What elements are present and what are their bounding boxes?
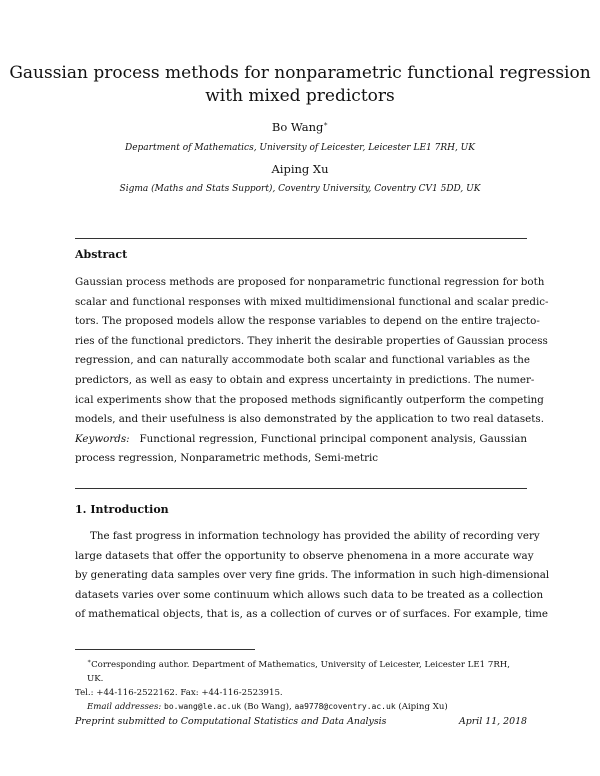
title-line-1: Gaussian process methods for nonparametric functional regression [9,63,591,83]
email-label: Email addresses: [87,701,162,712]
footnote [75,655,527,714]
paper-title [0,62,600,108]
author-1-footnote-mark: ∗ [323,120,329,129]
abstract-line: predictors, as well as easy to obtain and express uncertainty in predictions. The numer- [75,373,535,386]
email-bo-wang-name: (Bo Wang), [243,701,292,712]
intro-line: of mathematical objects, that is, as a collection of curves or of surfaces. For example, time [75,608,548,621]
keywords-label: Keywords: [75,432,130,445]
footer-journal: Preprint submitted to Computational Statistics and Data Analysis [75,716,387,727]
footnote-mark: ∗ [87,658,92,665]
keywords-line-1 [75,430,527,450]
intro-line: The fast progress in information technology has provided the ability of recording very [90,530,540,542]
abstract-heading: Abstract [75,248,128,261]
email-aiping-xu-name: (Aiping Xu) [398,701,448,712]
page-footer [75,716,527,727]
abstract-line: tors. The proposed models allow the response variables to depend on the entire trajecto- [75,315,540,328]
keywords-line-2: process regression, Nonparametric methods, Semi-metric [75,452,379,465]
abstract-body [75,273,549,469]
intro-line: by generating data samples over very fine grids. The information in such high-dimensional [75,569,550,582]
top-rule [75,238,527,239]
affiliation-2: Sigma (Maths and Stats Support), Coventry University, Coventry CV1 5DD, UK [119,184,481,194]
abstract-rule [75,488,527,489]
footnote-rule [75,649,255,650]
introduction-body [75,527,550,625]
abstract-line: models, and their usefulness is also demonstrated by the application to two real datasets. [75,413,544,426]
email-bo-wang[interactable]: bo.wang@le.ac.uk [164,701,242,711]
affiliation-1: Department of Mathematics, University of Leicester, Leicester LE1 7RH, UK [124,143,475,153]
author-1 [0,120,600,134]
footnote-text-1: Corresponding author. Department of Mathematics, University of Leicester, Leicester LE1 7RH, UK. [87,659,511,684]
introduction-heading: 1. Introduction [75,503,169,516]
footnote-emails [75,700,527,714]
footnote-line-2: Tel.: +44-116-2522162. Fax: +44-116-2523915. [75,687,283,698]
footer-date: April 11, 2018 [459,716,527,727]
intro-line: datasets varies over some continuum which allows such data to be treated as a collection [75,588,544,601]
abstract-line: Gaussian process methods are proposed for nonparametric functional regression for both [75,276,545,288]
title-line-2: with mixed predictors [205,86,395,106]
abstract-line: ical experiments show that the proposed methods significantly outperform the competing [75,393,544,406]
footnote-line-1 [75,655,527,686]
abstract-line: scalar and functional responses with mixed multidimensional functional and scalar predic- [75,295,549,308]
keywords-text-1: Functional regression, Functional principal component analysis, Gaussian [139,432,527,445]
abstract-line: ries of the functional predictors. They inherit the desirable properties of Gaussian process [75,334,548,347]
author-1-name: Bo Wang [271,120,324,134]
author-2: Aiping Xu [271,162,329,176]
intro-line: large datasets that offer the opportunity to observe phenomena in a more accurate way [75,549,534,562]
email-aiping-xu[interactable]: aa9778@coventry.ac.uk [294,701,396,711]
abstract-line: regression, and can naturally accommodate both scalar and functional variables as the [75,354,530,367]
